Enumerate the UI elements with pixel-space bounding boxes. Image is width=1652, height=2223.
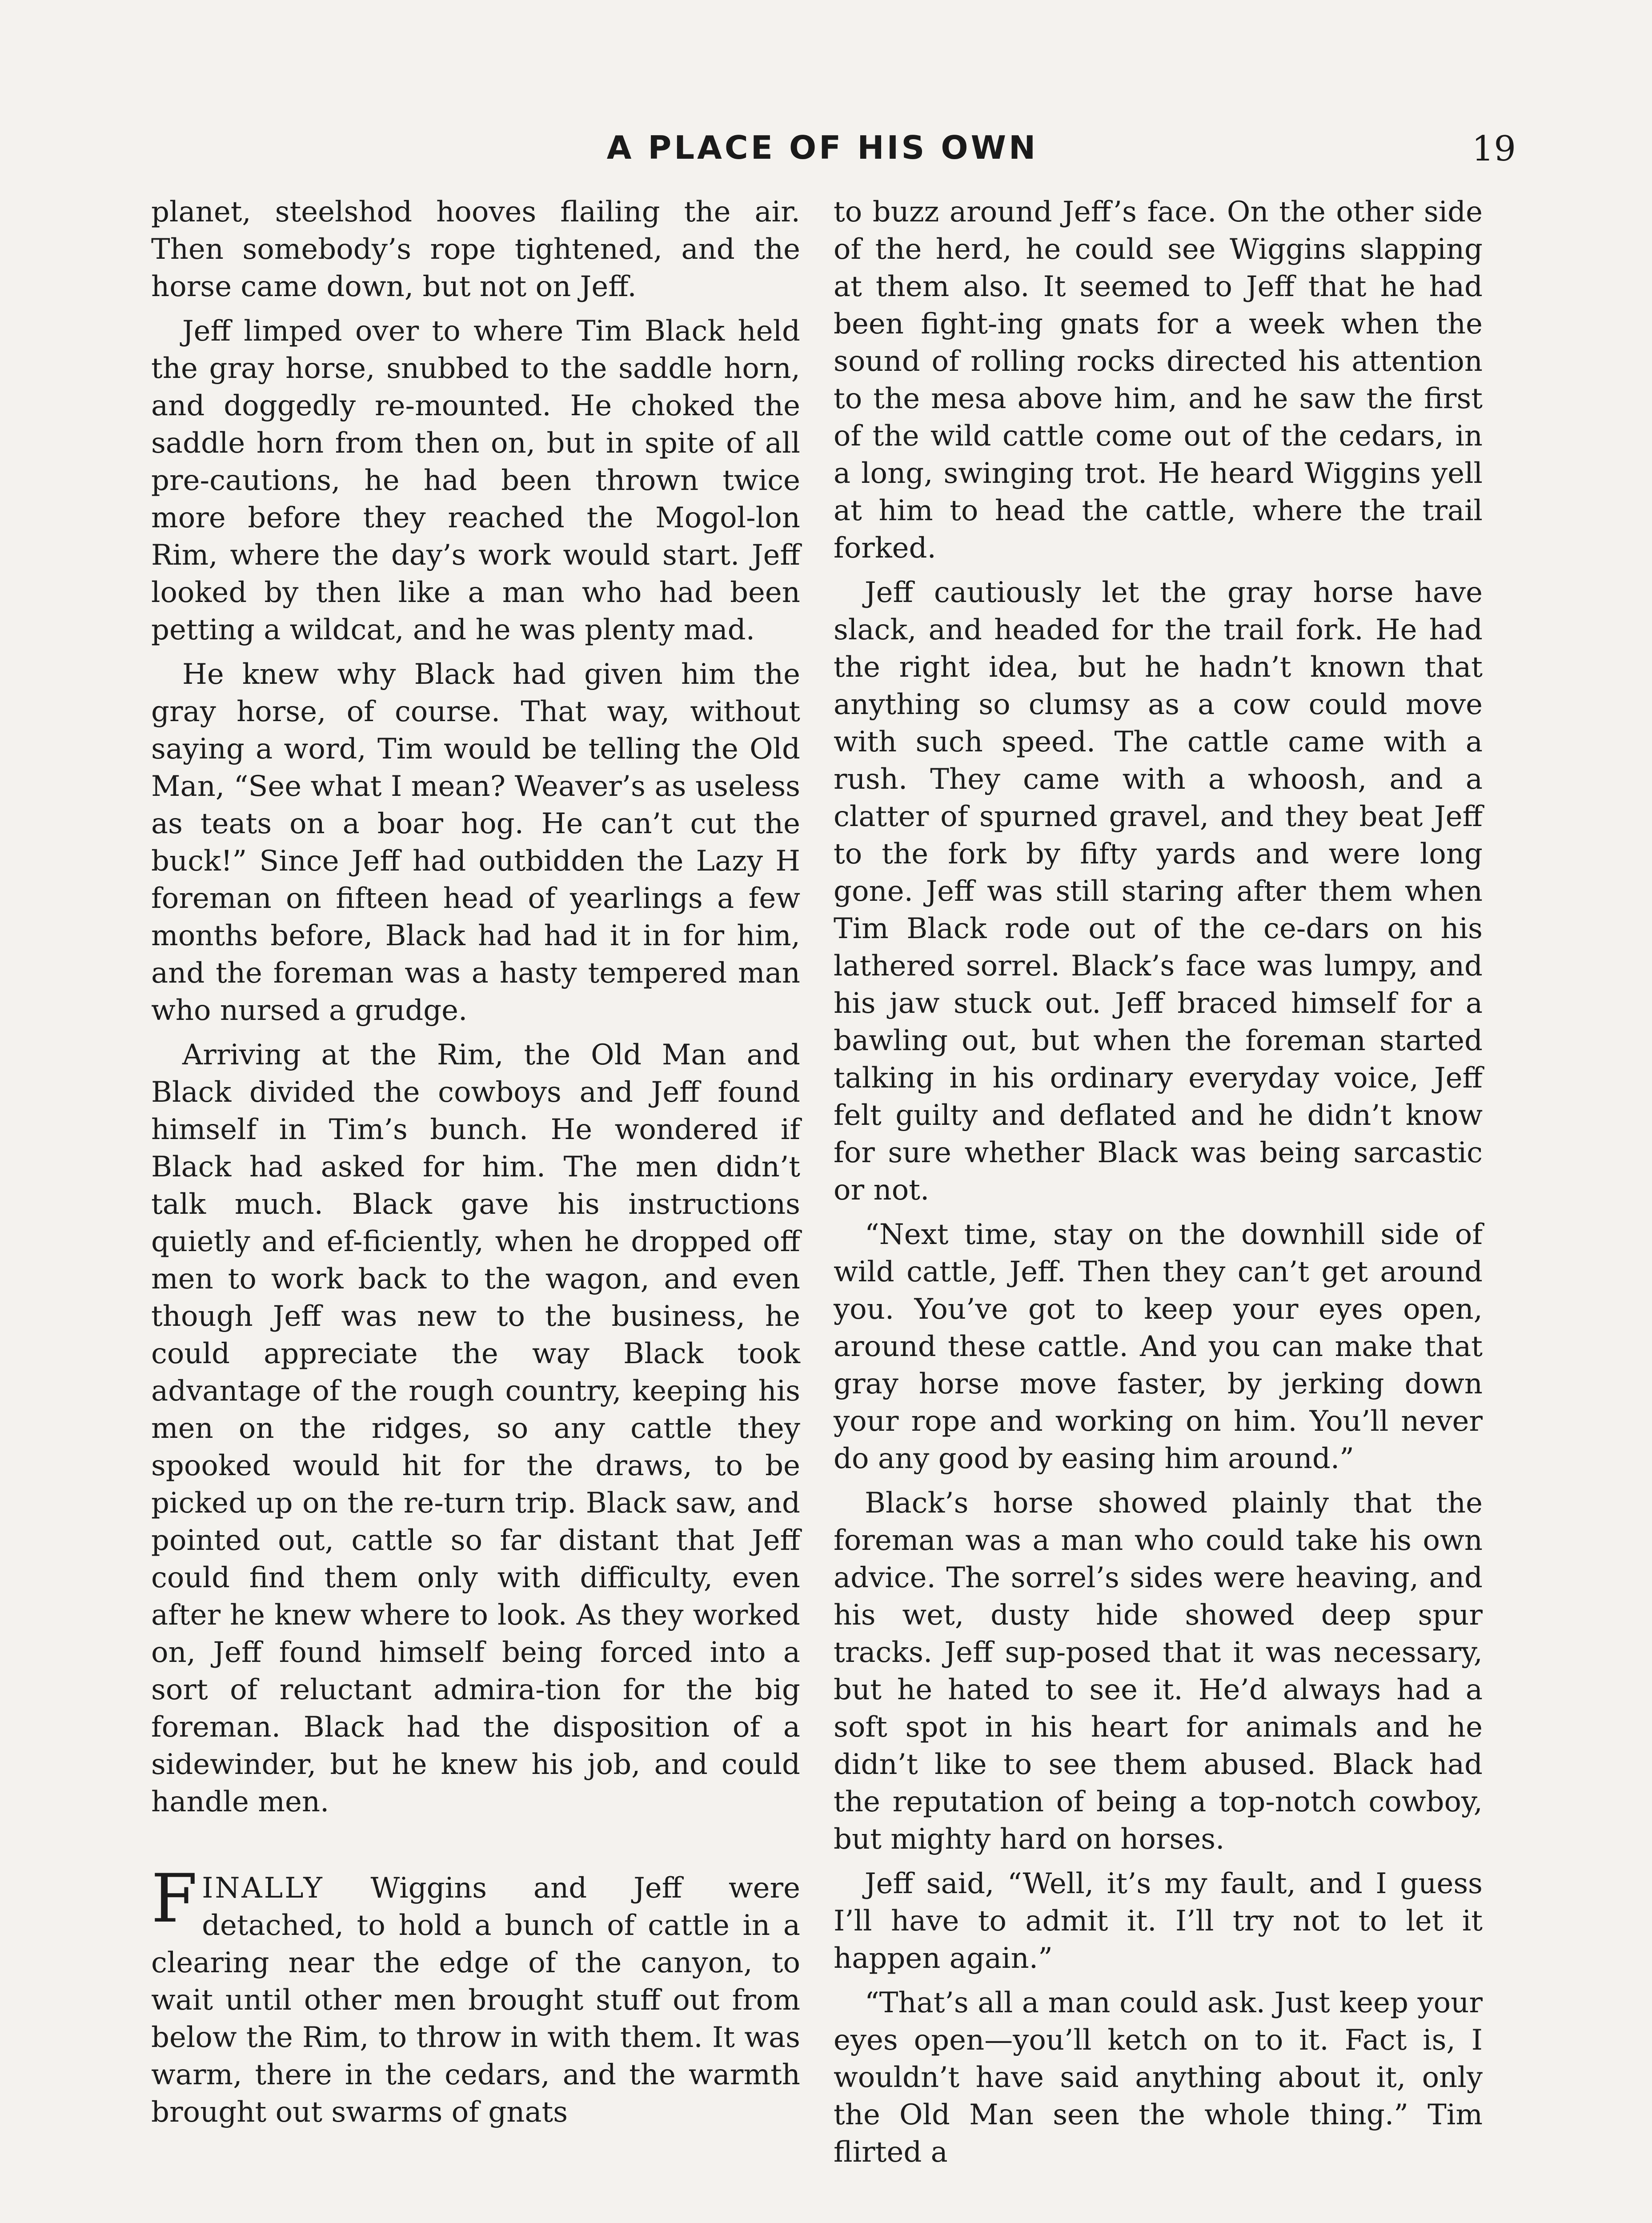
- page-number: 19: [1472, 129, 1516, 169]
- right-column: [834, 193, 1483, 2178]
- paragraph: Jeff cautiously let the gray horse have slack, and headed for the trail fork. He had the right idea, but he hadn’t known that anything so clumsy as a cow could move with such speed. The cattle came with a rush. They came with a whoosh, and a clatter of spurned gravel, and they beat Jeff to the fork by fifty yards and were long gone. Jeff was still staring after them when Tim Black rode out of the ce-dars on his lathered sorrel. Black’s face was lumpy, and his jaw stuck out. Jeff braced himself for a bawling out, but when the foreman started talking in his ordinary everyday voice, Jeff felt guilty and deflated and he didn’t know for sure whether Black was being sarcastic or not.: [834, 576, 1483, 1207]
- left-column: [151, 193, 800, 2138]
- paragraph: Arriving at the Rim, the Old Man and Black divided the cowboys and Jeff found himself in Tim’s bunch. He wondered if Black had asked for him. The men didn’t talk much. Black gave his instructions quietly and ef-ficiently, when he dropped off men to work back to the wagon, and even though Jeff was new to the business, he could appreciate the way Black took advantage of the rough country, keeping his men on the ridges, so any cattle they spooked would hit for the draws, to be picked up on the re-turn trip. Black saw, and pointed out, cattle so far distant that Jeff could find them only with difficulty, even after he knew where to look. As they worked on, Jeff found himself being forced into a sort of reluctant admira-tion for the big foreman. Black had the disposition of a sidewinder, but he knew his job, and could handle men.: [151, 1039, 800, 1818]
- paragraph: Jeff said, “Well, it’s my fault, and I guess I’ll have to admit it. I’ll try not to let it happen again.”: [834, 1867, 1483, 1975]
- paragraph: Black’s horse showed plainly that the foreman was a man who could take his own advice. The sorrel’s sides were heaving, and his wet, dusty hide showed deep spur tracks. Jeff sup-posed that it was necessary, but he hated to see it. He’d always had a soft spot in his heart for animals and he didn’t like to see them abused. Black had the reputation of being a top-notch cowboy, but mighty hard on horses.: [834, 1487, 1483, 1856]
- section-paragraph: [151, 1860, 800, 2131]
- paragraph: planet, steelshod hooves flailing the air. Then somebody’s rope tightened, and the horse came down, but not on Jeff.: [151, 196, 800, 303]
- paragraph: to buzz around Jeff’s face. On the other side of the herd, he could see Wiggins slapping at them also. It seemed to Jeff that he had been fight-ing gnats for a week when the sound of rolling rocks directed his attention to the mesa above him, and he saw the first of the wild cattle come out of the cedars, in a long, swinging trot. He heard Wiggins yell at him to head the cattle, where the trail forked.: [834, 196, 1483, 565]
- section-lead-word: INALLY: [202, 1872, 324, 1905]
- paragraph: “That’s all a man could ask. Just keep your eyes open—you’ll ketch on to it. Fact is, I wouldn’t have said anything about it, only the Old Man seen the whole thing.” Tim flirted a: [834, 1986, 1483, 2169]
- drop-cap: F: [151, 1860, 198, 1938]
- running-title: A PLACE OF HIS OWN: [606, 129, 1039, 166]
- paragraph: Jeff limped over to where Tim Black held the gray horse, snubbed to the saddle horn, and doggedly re-mounted. He choked the saddle horn from then on, but in spite of all pre-cautions, he had been thrown twice more before they reached the Mogol-lon Rim, where the day’s work would start. Jeff looked by then like a man who had been petting a wildcat, and he was plenty mad.: [151, 315, 800, 646]
- section-text: Wiggins and Jeff were detached, to hold a bunch of cattle in a clearing near the edge of the canyon, to wait until other men brought stuff out from below the Rim, to throw in with them. It was warm, there in the cedars, and the warmth brought out swarms of gnats: [151, 1872, 800, 2129]
- paragraph: He knew why Black had given him the gray horse, of course. That way, without saying a word, Tim would be telling the Old Man, “See what I mean? Weaver’s as useless as teats on a boar hog. He can’t cut the buck!” Since Jeff had outbidden the Lazy H foreman on fifteen head of yearlings a few months before, Black had had it in for him, and the foreman was a hasty tempered man who nursed a grudge.: [151, 658, 800, 1027]
- paragraph: “Next time, stay on the downhill side of wild cattle, Jeff. Then they can’t get around you. You’ve got to keep your eyes open, around these cattle. And you can make that gray horse move faster, by jerking down your rope and working on him. You’ll never do any good by easing him around.”: [834, 1218, 1483, 1475]
